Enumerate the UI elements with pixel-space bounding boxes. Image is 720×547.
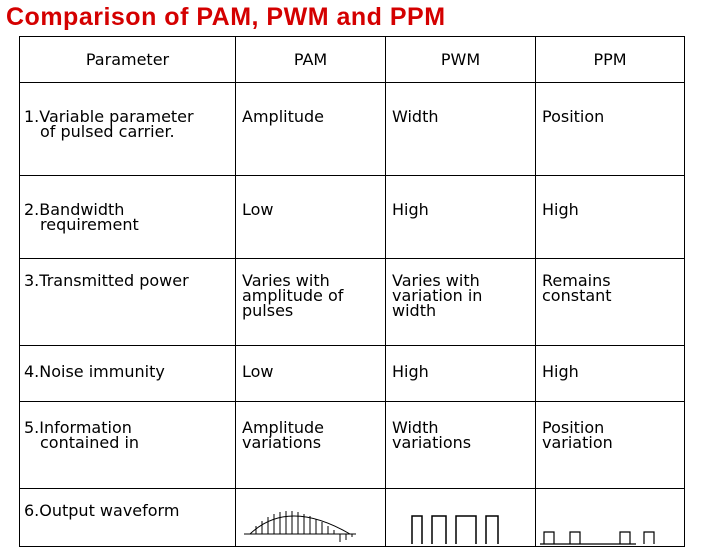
param-label-cont: of pulsed carrier.: [40, 122, 175, 141]
comparison-table: [19, 36, 685, 547]
table-header-row: [20, 37, 685, 83]
cell-text: High: [392, 200, 429, 219]
param-label-cont: contained in: [40, 433, 140, 452]
param-cell: [20, 176, 236, 259]
header-pwm: PWM: [386, 37, 536, 83]
pwm-cell: [386, 83, 536, 176]
param-label: 6.Output waveform: [24, 501, 180, 520]
cell-text: Low: [242, 200, 274, 219]
pwm-cell: [386, 489, 536, 547]
param-cell: [20, 346, 236, 402]
cell-text: variation: [542, 433, 613, 452]
pam-cell: [236, 402, 386, 489]
pam-cell: [236, 489, 386, 547]
cell-text: Amplitude: [242, 107, 324, 126]
ppm-cell: [536, 259, 685, 346]
ppm-waveform-icon: [536, 506, 685, 546]
ppm-cell: [536, 489, 685, 547]
cell-text: Position: [542, 107, 605, 126]
param-label: 1.Variable parameter: [24, 107, 194, 126]
cell-text: amplitude of: [242, 286, 344, 305]
header-ppm: PPM: [536, 37, 685, 83]
ppm-cell: [536, 346, 685, 402]
param-label-cont: requirement: [40, 215, 139, 234]
cell-text: High: [542, 362, 579, 381]
table-row: [20, 259, 685, 346]
ppm-cell: [536, 176, 685, 259]
cell-text: constant: [542, 286, 612, 305]
pam-cell: [236, 176, 386, 259]
table-row: [20, 176, 685, 259]
cell-text: Width: [392, 418, 439, 437]
param-label: 5.Information: [24, 418, 132, 437]
cell-text: variations: [242, 433, 322, 452]
pam-cell: [236, 83, 386, 176]
pwm-cell: [386, 402, 536, 489]
cell-text: Amplitude: [242, 418, 324, 437]
ppm-cell: [536, 402, 685, 489]
cell-text: High: [392, 362, 429, 381]
cell-text: pulses: [242, 301, 294, 320]
cell-text: variation in: [392, 286, 483, 305]
header-pam: PAM: [236, 37, 386, 83]
table-row: [20, 489, 685, 547]
param-label: 3.Transmitted power: [24, 271, 189, 290]
cell-text: Varies with: [392, 271, 480, 290]
ppm-cell: [536, 83, 685, 176]
param-label: 4.Noise immunity: [24, 362, 165, 381]
param-cell: [20, 259, 236, 346]
table-row: [20, 346, 685, 402]
param-cell: [20, 83, 236, 176]
cell-text: variations: [392, 433, 472, 452]
cell-text: Position: [542, 418, 605, 437]
param-label: 2.Bandwidth: [24, 200, 125, 219]
pwm-cell: [386, 176, 536, 259]
cell-text: Varies with: [242, 271, 330, 290]
cell-text: High: [542, 200, 579, 219]
pwm-cell: [386, 346, 536, 402]
pwm-waveform-icon: [386, 506, 536, 546]
pam-cell: [236, 259, 386, 346]
cell-text: Width: [392, 107, 439, 126]
table-row: [20, 402, 685, 489]
param-cell: [20, 402, 236, 489]
header-parameter: Parameter: [20, 37, 236, 83]
pam-waveform-icon: [236, 506, 386, 546]
pwm-cell: [386, 259, 536, 346]
cell-text: width: [392, 301, 437, 320]
table-row: [20, 83, 685, 176]
page-title: Comparison of PAM, PWM and PPM: [6, 3, 446, 31]
cell-text: Remains: [542, 271, 611, 290]
cell-text: Low: [242, 362, 274, 381]
pam-cell: [236, 346, 386, 402]
param-cell: [20, 489, 236, 547]
